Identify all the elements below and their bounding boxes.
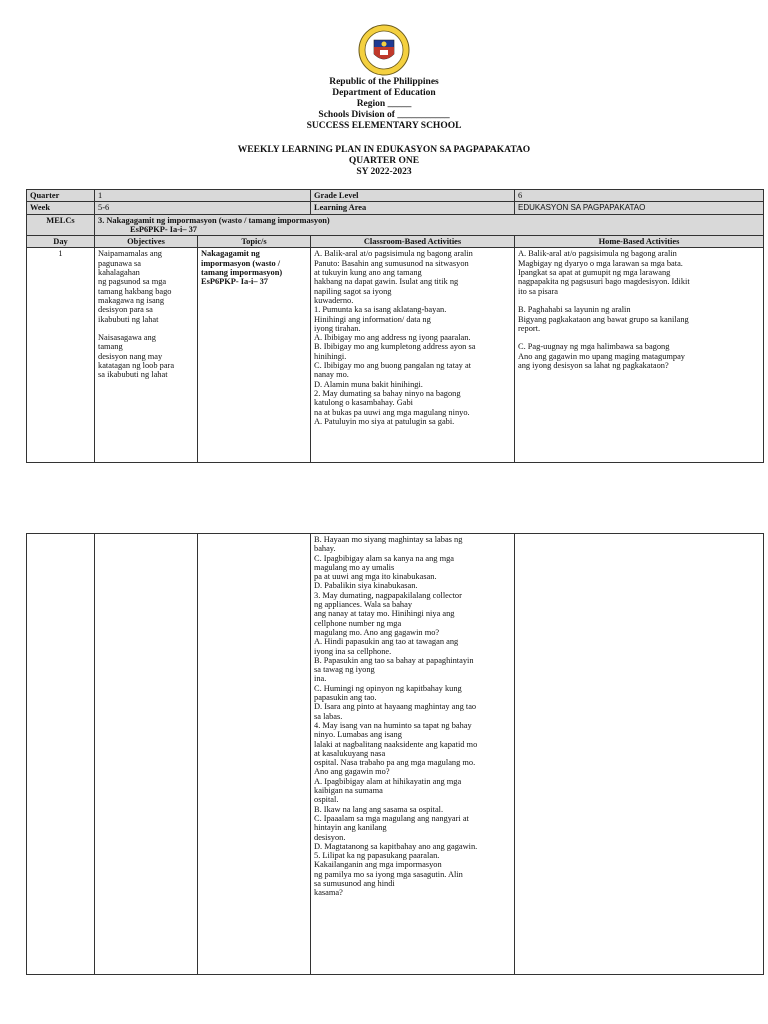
text-line: cellphone number ng mga	[314, 618, 402, 628]
text-line: impormasyon (wasto /	[201, 258, 281, 268]
info-row-melcs	[27, 214, 764, 236]
text-line: sa labas.	[314, 711, 343, 721]
text-line: tamang impormasyon)	[201, 268, 283, 278]
text-line: D. Magtatanong sa kapitbahay ano ang gagawin.	[314, 841, 478, 851]
text-line: kahalagahan	[98, 268, 140, 278]
objectives-cell-empty	[95, 534, 198, 975]
header-school-year: SY 2022-2023	[356, 167, 412, 177]
text-line: Ipangkat sa apat at gumupit ng mga larawang	[518, 268, 671, 278]
header-region: Region _____	[356, 99, 412, 109]
text-line: katatagan ng loob para	[98, 361, 175, 371]
topics-cell-empty	[198, 534, 311, 975]
text-line: magulang mo ay umalis	[314, 562, 395, 572]
column-header-topics: Topic/s	[198, 236, 311, 248]
text-line: tamang	[98, 342, 123, 352]
grade-level-label: Grade Level	[311, 190, 515, 202]
learning-area-label: Learning Area	[311, 202, 515, 214]
deped-seal-icon	[358, 24, 410, 76]
text-line: kaibigan na sumama	[314, 786, 383, 796]
text-line: Bigyang pagkakataon ang bawat grupo sa kanilang	[518, 314, 689, 324]
text-line: Naisasagawa ang	[98, 333, 156, 343]
text-line: ng pagsunod sa mga	[98, 277, 167, 287]
text-line: 5. Lilipat ka ng papasukang paaralan.	[314, 851, 440, 861]
text-line: tamang hakbang bago	[98, 286, 172, 296]
quarter-value: 1	[95, 190, 311, 202]
text-line: iyong ina sa cellphone.	[314, 646, 392, 656]
text-line: desisyon.	[314, 832, 346, 842]
text-line: pagunawa sa	[98, 258, 142, 268]
melcs-code: EsP6PKP- Ia-i– 37	[130, 224, 197, 234]
text-line: makagawa ng isang	[98, 295, 165, 305]
melcs-competency: 3. Nakagagamit ng impormasyon (wasto / tamang impormasyon)	[98, 215, 330, 225]
text-line: hakbang na dapat gawin. Isulat ang titik ng	[314, 277, 459, 287]
text-line: 4. May isang van na huminto sa tapat ng bahay	[314, 720, 472, 730]
header-department: Department of Education	[332, 88, 436, 98]
text-line: desisyon nang may	[98, 351, 163, 361]
text-line: A. Balik-aral at/o pagsisimula ng bagong aralin	[314, 249, 473, 259]
text-line: napiling sagot sa iyong	[314, 286, 392, 296]
text-line: ninyo. Lumabas ang isang	[314, 730, 402, 740]
text-line: 3. May dumating, nagpapakilalang collector	[314, 590, 462, 600]
text-line: Ano ang gagawin mo?	[314, 767, 390, 777]
text-line	[518, 296, 760, 305]
classroom-activities-continued	[311, 534, 515, 975]
text-line: 2. May dumating sa bahay ninyo na bagong	[314, 388, 461, 398]
text-line: A. Patuluyin mo siya at patulugin sa gabi.	[314, 416, 455, 426]
continued-row	[27, 534, 764, 975]
text-line: C. Ibibigay mo ang buong pangalan ng tatay at	[314, 361, 471, 371]
text-line: bahay.	[314, 544, 336, 554]
text-line: A. Ipagbibigay alam at hihikayatin ang mga	[314, 776, 462, 786]
column-header-classroom: Classroom-Based Activities	[311, 236, 515, 248]
text-line: Nakagagamit ng	[201, 249, 260, 259]
header-school: SUCCESS ELEMENTARY SCHOOL	[306, 121, 462, 131]
week-label: Week	[27, 202, 95, 214]
header-division: Schools Division of ___________	[318, 110, 450, 120]
text-line: Magbigay ng dyaryo o mga larawan sa mga bata.	[518, 258, 683, 268]
column-header-day: Day	[27, 236, 95, 248]
day-number: 1	[27, 248, 95, 463]
text-line: kasama?	[314, 888, 343, 898]
objectives-cell	[95, 248, 198, 463]
text-line: at tukuyin kung ano ang tamang	[314, 268, 422, 278]
text-line: B. Ibibigay mo ang kumpletong address ayon sa	[314, 342, 476, 352]
text-line: Naipamamalas ang	[98, 249, 162, 259]
text-line: Kakailanganin ang mga impormasyon	[314, 860, 442, 870]
column-header-row	[27, 236, 764, 248]
text-line	[518, 333, 760, 342]
column-header-objectives: Objectives	[95, 236, 198, 248]
text-line: B. Hayaan mo siyang maghintay sa labas ng	[314, 535, 463, 544]
text-line: A. Hindi papasukin ang tao at tawagan ang	[314, 637, 459, 647]
text-line: report.	[518, 323, 541, 333]
home-activities-cell	[515, 248, 764, 463]
text-line: ospital. Nasa trabaho pa ang mga magulang mo.	[314, 758, 476, 768]
text-line: ito sa pisara	[518, 286, 559, 296]
text-line: ng appliances. Wala sa bahay	[314, 600, 413, 610]
melcs-label: MELCs	[27, 214, 95, 236]
text-line: katulong o kasambahay. Gabi	[314, 398, 413, 408]
info-row-quarter	[27, 190, 764, 202]
classroom-activities-cell	[311, 248, 515, 463]
info-row-week	[27, 202, 764, 214]
text-line: C. Ipaaalam sa mga magulang ang nangyari at	[314, 813, 469, 823]
quarter-label: Quarter	[27, 190, 95, 202]
header-plan-title: WEEKLY LEARNING PLAN IN EDUKASYON SA PAGPAPAKATAO	[237, 145, 531, 155]
text-line: nagpapakita ng pagsusuri bago magdesisyon. Idikit	[518, 277, 690, 287]
day-cell-empty	[27, 534, 95, 975]
text-line: Panuto: Basahin ang sumusunod na sitwasyon	[314, 258, 469, 268]
text-line: D. Isara ang pinto at hayaang maghintay ang tao	[314, 702, 477, 712]
text-line: C. Humingi ng opinyon ng kapitbahay kung	[314, 683, 462, 693]
text-line: ospital.	[314, 795, 339, 805]
day-1-row	[27, 248, 764, 463]
text-line: desisyon para sa	[98, 305, 153, 315]
text-line: at kasalukuyang nasa	[314, 748, 386, 758]
text-line: papasukin ang tao.	[314, 693, 377, 703]
text-line: D. Alamin muna bakit hinihingi.	[314, 379, 423, 389]
text-line: ina.	[314, 674, 327, 684]
text-line: A. Balik-aral at/o pagsisimula ng bagong aralin	[518, 249, 677, 259]
text-line: A. Ibibigay mo ang address ng iyong paaralan.	[314, 333, 471, 343]
header-quarter: QUARTER ONE	[348, 156, 420, 166]
text-line: sa tawag ng iyong	[314, 665, 375, 675]
text-line: hinihingi.	[314, 351, 347, 361]
text-line: EsP6PKP- Ia-i– 37	[201, 277, 268, 287]
header-republic: Republic of the Philippines	[329, 77, 439, 87]
text-line: B. Ikaw na lang ang sasama sa ospital.	[314, 804, 444, 814]
weekly-plan-table-continued	[26, 533, 764, 975]
text-line: ikabubuti ng lahat	[98, 314, 159, 324]
home-activities-empty	[515, 534, 764, 975]
learning-area-value: EDUKASYON SA PAGPAPAKATAO	[515, 202, 764, 214]
weekly-plan-table	[26, 189, 764, 463]
text-line: 1. Pumunta ka sa isang aklatang-bayan.	[314, 305, 447, 315]
text-line: na at bukas pa uuwi ang mga magulang ninyo.	[314, 407, 470, 417]
text-line: iyong tirahan.	[314, 323, 361, 333]
text-line: hintayin ang kanilang	[314, 823, 387, 833]
text-line: C. Pag-uugnay ng mga halimbawa sa bagong	[518, 342, 670, 352]
text-line: ang nanay at tatay mo. Hinihingi niya ang	[314, 609, 455, 619]
column-header-home: Home-Based Activities	[515, 236, 764, 248]
text-line: nanay mo.	[314, 370, 349, 380]
text-line: ang iyong desisyon sa lahat ng pagkakataon?	[518, 361, 669, 371]
text-line: B. Paghahabi sa layunin ng aralin	[518, 305, 631, 315]
text-line: pa at uuwi ang mga ito kinabukasan.	[314, 572, 437, 582]
text-line: B. Papasukin ang tao sa bahay at papaghintayin	[314, 655, 474, 665]
text-line: sa sumusunod ang hindi	[314, 878, 395, 888]
text-line	[98, 324, 194, 333]
text-line: C. Ipagbibigay alam sa kanya na ang mga	[314, 553, 455, 563]
week-value: 5-6	[95, 202, 311, 214]
text-line: Ano ang gagawin mo upang maging matagumpay	[518, 351, 685, 361]
topics-cell	[198, 248, 311, 463]
text-line: magulang mo. Ano ang gagawin mo?	[314, 627, 440, 637]
text-line: sa ikabubuti ng lahat	[98, 370, 168, 380]
text-line: D. Pabalikin siya kinabukasan.	[314, 581, 418, 591]
melcs-value	[95, 214, 764, 236]
grade-level-value: 6	[515, 190, 764, 202]
text-line: lalaki at nagbalitang naaksidente ang kapatid mo	[314, 739, 478, 749]
text-line: ng pamilya mo sa iyong mga sasagutin. Alin	[314, 869, 463, 879]
text-line: kuwaderno.	[314, 295, 354, 305]
text-line: Hinihingi ang information/ data ng	[314, 314, 431, 324]
